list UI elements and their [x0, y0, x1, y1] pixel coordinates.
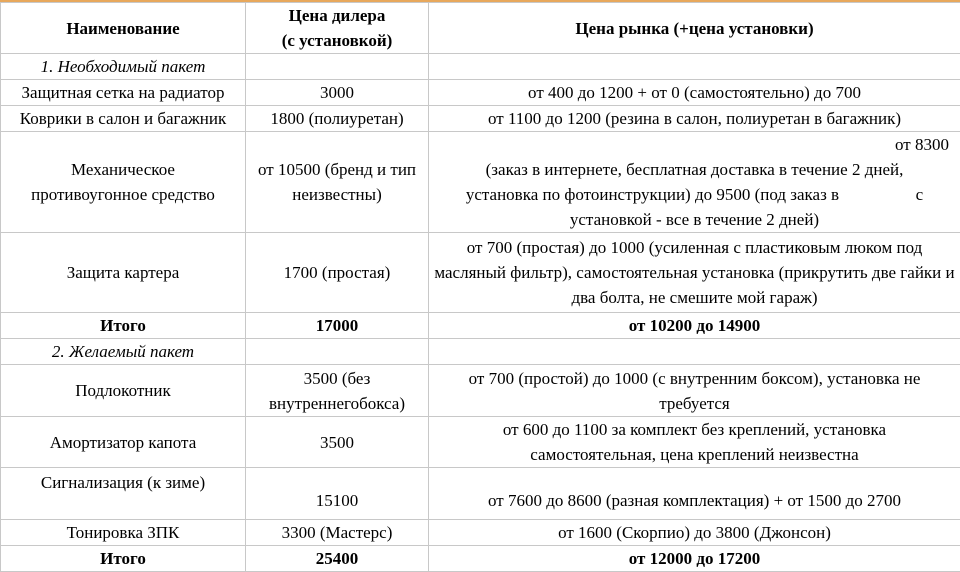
market-price: от 7600 до 8600 (разная комплектация) + от 1500 до 2700 [429, 468, 960, 520]
section-row [1, 339, 960, 365]
header-dealer-line1: Цена дилера [249, 3, 425, 28]
total-market: от 10200 до 14900 [429, 313, 960, 339]
empty-cell [246, 54, 429, 80]
table-row [1, 365, 960, 417]
market-price: от 1100 до 1200 (резина в салон, полиуретан в багажник) [429, 106, 960, 132]
item-name: Механическое противоугонное средство [1, 132, 246, 233]
table-row [1, 468, 960, 520]
dealer-price: 1700 (простая) [246, 233, 429, 313]
item-name: Амортизатор капота [1, 417, 246, 468]
section-title: 2. Желаемый пакет [1, 339, 246, 365]
table-row [1, 106, 960, 132]
total-row [1, 546, 960, 572]
item-name: Защита картера [1, 233, 246, 313]
market-price: от 400 до 1200 + от 0 (самостоятельно) до 700 [429, 80, 960, 106]
item-name: Коврики в салон и багажник [1, 106, 246, 132]
item-name: Сигнализация (к зиме) [1, 468, 246, 520]
dealer-price: 3500 [246, 417, 429, 468]
header-name: Наименование [1, 3, 246, 54]
dealer-price: 3000 [246, 80, 429, 106]
market-price [429, 132, 960, 233]
table-row [1, 520, 960, 546]
price-comparison-table [0, 2, 960, 572]
header-dealer-line2: (с установкой) [249, 28, 425, 53]
empty-cell [429, 54, 960, 80]
total-row [1, 313, 960, 339]
total-market: от 12000 до 17200 [429, 546, 960, 572]
dealer-price: 3500 (без внутреннегобокса) [246, 365, 429, 417]
table-row [1, 417, 960, 468]
dealer-price: 3300 (Мастерс) [246, 520, 429, 546]
total-label: Итого [1, 546, 246, 572]
market-line: (заказ в интернете, бесплатная доставка в течение 2 дней, [432, 157, 957, 182]
market-line: установкой - все в течение 2 дней) [432, 207, 957, 232]
market-price: от 700 (простой) до 1000 (с внутренним боксом), установка не требуется [429, 365, 960, 417]
market-line: от 8300 [432, 132, 957, 157]
header-market-price: Цена рынка (+цена установки) [429, 3, 960, 54]
item-name: Тонировка ЗПК [1, 520, 246, 546]
market-price: от 700 (простая) до 1000 (усиленная с пластиковым люком под масляный фильтр), самостоятельная установка (прикрутить две гайки и два болта, не смешите мой гараж) [429, 233, 960, 313]
section-row [1, 54, 960, 80]
market-line: установка по фотоинструкции) до 9500 (под заказ в с [432, 182, 957, 207]
dealer-price: от 10500 (бренд и тип неизвестны) [246, 132, 429, 233]
empty-cell [429, 339, 960, 365]
empty-cell [246, 339, 429, 365]
market-price: от 600 до 1100 за комплект без креплений, установка самостоятельная, цена креплений неизвестна [429, 417, 960, 468]
dealer-price: 1800 (полиуретан) [246, 106, 429, 132]
item-name: Защитная сетка на радиатор [1, 80, 246, 106]
total-dealer: 25400 [246, 546, 429, 572]
table-row [1, 80, 960, 106]
table-row [1, 132, 960, 233]
header-row [1, 3, 960, 54]
section-title: 1. Необходимый пакет [1, 54, 246, 80]
dealer-price: 15100 [246, 468, 429, 520]
table-row [1, 233, 960, 313]
market-price: от 1600 (Скорпио) до 3800 (Джонсон) [429, 520, 960, 546]
header-dealer-price [246, 3, 429, 54]
item-name: Подлокотник [1, 365, 246, 417]
total-dealer: 17000 [246, 313, 429, 339]
total-label: Итого [1, 313, 246, 339]
